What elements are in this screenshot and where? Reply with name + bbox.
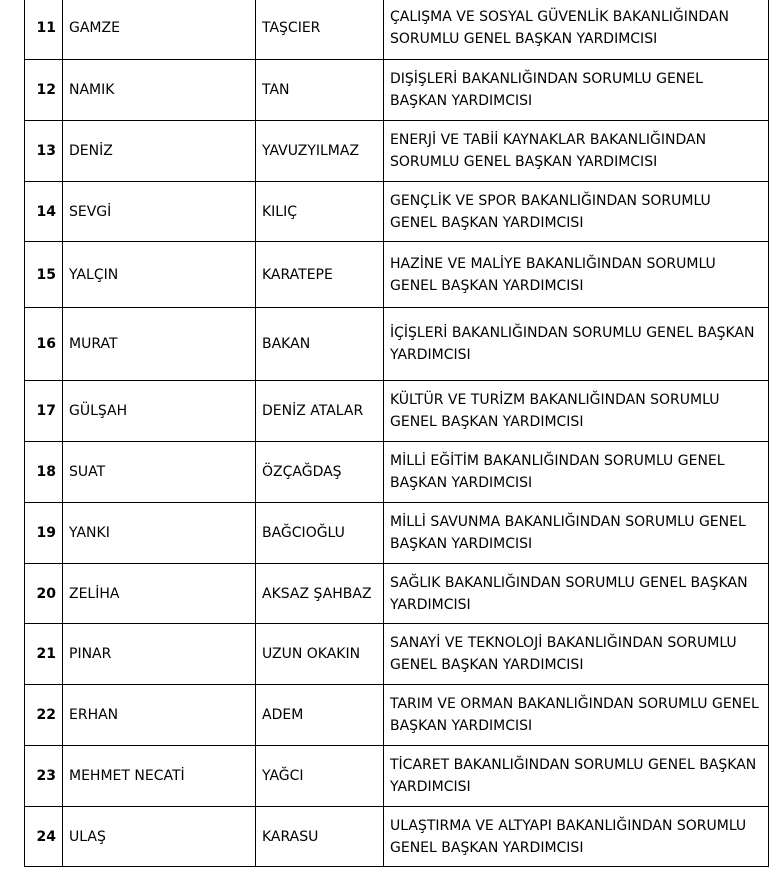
first-name: SUAT: [63, 442, 256, 503]
table-row: [25, 564, 769, 624]
table-row: [25, 381, 769, 442]
role-title: ULAŞTIRMA VE ALTYAPI BAKANLIĞINDAN SORUMLU GENEL BAŞKAN YARDIMCISI: [384, 807, 769, 867]
role-title: ÇALIŞMA VE SOSYAL GÜVENLİK BAKANLIĞINDAN SORUMLU GENEL BAŞKAN YARDIMCISI: [384, 0, 769, 60]
role-title: DIŞİŞLERİ BAKANLIĞINDAN SORUMLU GENEL BAŞKAN YARDIMCISI: [384, 60, 769, 121]
row-number: 12: [25, 60, 63, 121]
last-name: AKSAZ ŞAHBAZ: [256, 564, 384, 624]
table-row: [25, 308, 769, 381]
role-title: KÜLTÜR VE TURİZM BAKANLIĞINDAN SORUMLU GENEL BAŞKAN YARDIMCISI: [384, 381, 769, 442]
last-name: YAVUZYILMAZ: [256, 121, 384, 182]
row-number: 15: [25, 242, 63, 308]
role-title: ENERJİ VE TABİİ KAYNAKLAR BAKANLIĞINDAN SORUMLU GENEL BAŞKAN YARDIMCISI: [384, 121, 769, 182]
last-name: KARATEPE: [256, 242, 384, 308]
last-name: TAŞCIER: [256, 0, 384, 60]
role-title: GENÇLİK VE SPOR BAKANLIĞINDAN SORUMLU GENEL BAŞKAN YARDIMCISI: [384, 182, 769, 242]
row-number: 20: [25, 564, 63, 624]
row-number: 18: [25, 442, 63, 503]
last-name: BAKAN: [256, 308, 384, 381]
table-row: [25, 503, 769, 564]
first-name: ZELİHA: [63, 564, 256, 624]
row-number: 11: [25, 0, 63, 60]
last-name: BAĞCIOĞLU: [256, 503, 384, 564]
role-title: TİCARET BAKANLIĞINDAN SORUMLU GENEL BAŞKAN YARDIMCISI: [384, 746, 769, 807]
first-name: PINAR: [63, 624, 256, 685]
role-title: MİLLİ EĞİTİM BAKANLIĞINDAN SORUMLU GENEL BAŞKAN YARDIMCISI: [384, 442, 769, 503]
role-title: MİLLİ SAVUNMA BAKANLIĞINDAN SORUMLU GENEL BAŞKAN YARDIMCISI: [384, 503, 769, 564]
role-title: TARIM VE ORMAN BAKANLIĞINDAN SORUMLU GENEL BAŞKAN YARDIMCISI: [384, 685, 769, 746]
role-title: HAZİNE VE MALİYE BAKANLIĞINDAN SORUMLU GENEL BAŞKAN YARDIMCISI: [384, 242, 769, 308]
first-name: GAMZE: [63, 0, 256, 60]
first-name: ULAŞ: [63, 807, 256, 867]
role-title: SAĞLIK BAKANLIĞINDAN SORUMLU GENEL BAŞKAN YARDIMCISI: [384, 564, 769, 624]
table-row: [25, 624, 769, 685]
table-row: [25, 442, 769, 503]
first-name: MEHMET NECATİ: [63, 746, 256, 807]
table-row: [25, 242, 769, 308]
row-number: 24: [25, 807, 63, 867]
last-name: KARASU: [256, 807, 384, 867]
last-name: DENİZ ATALAR: [256, 381, 384, 442]
row-number: 21: [25, 624, 63, 685]
role-title: İÇİŞLERİ BAKANLIĞINDAN SORUMLU GENEL BAŞKAN YARDIMCISI: [384, 308, 769, 381]
first-name: GÜLŞAH: [63, 381, 256, 442]
first-name: NAMIK: [63, 60, 256, 121]
last-name: UZUN OKAKIN: [256, 624, 384, 685]
table-row: [25, 685, 769, 746]
last-name: TAN: [256, 60, 384, 121]
last-name: YAĞCI: [256, 746, 384, 807]
first-name: DENİZ: [63, 121, 256, 182]
row-number: 16: [25, 308, 63, 381]
first-name: MURAT: [63, 308, 256, 381]
row-number: 22: [25, 685, 63, 746]
table-row: [25, 0, 769, 60]
row-number: 13: [25, 121, 63, 182]
first-name: ERHAN: [63, 685, 256, 746]
last-name: ÖZÇAĞDAŞ: [256, 442, 384, 503]
row-number: 17: [25, 381, 63, 442]
first-name: SEVGİ: [63, 182, 256, 242]
roster-table: [24, 0, 769, 867]
table-row: [25, 121, 769, 182]
last-name: ADEM: [256, 685, 384, 746]
table-row: [25, 60, 769, 121]
row-number: 19: [25, 503, 63, 564]
row-number: 23: [25, 746, 63, 807]
role-title: SANAYİ VE TEKNOLOJİ BAKANLIĞINDAN SORUMLU GENEL BAŞKAN YARDIMCISI: [384, 624, 769, 685]
row-number: 14: [25, 182, 63, 242]
last-name: KILIÇ: [256, 182, 384, 242]
table-row: [25, 182, 769, 242]
table-row: [25, 807, 769, 867]
table-row: [25, 746, 769, 807]
first-name: YANKI: [63, 503, 256, 564]
first-name: YALÇIN: [63, 242, 256, 308]
